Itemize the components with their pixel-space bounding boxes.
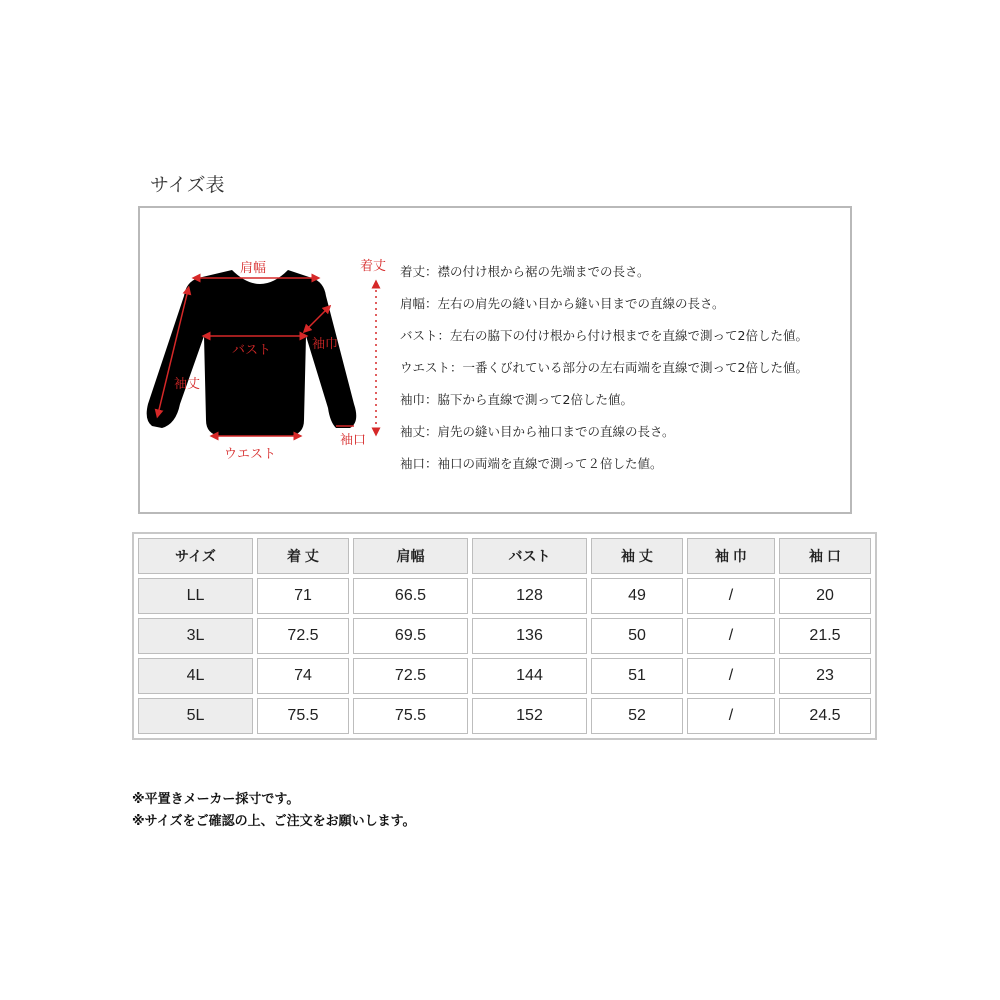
table-cell: 128: [472, 578, 587, 614]
table-cell: 74: [257, 658, 349, 694]
page-title: サイズ表: [150, 174, 225, 196]
table-cell: 72.5: [353, 658, 468, 694]
header-sleeve-width: 袖 巾: [687, 538, 775, 574]
definition-bust: バスト：左右の脇下の付け根から付け根までを直線で測って2倍した値。: [400, 328, 808, 343]
table-cell: /: [687, 698, 775, 734]
table-cell: /: [687, 578, 775, 614]
definition-waist: ウエスト：一番くびれている部分の左右両端を直線で測って2倍した値。: [400, 360, 808, 375]
waist-label: ウエスト: [224, 447, 277, 462]
table-cell: 50: [591, 618, 683, 654]
table-cell: 52: [591, 698, 683, 734]
cuff-label: 袖口: [340, 433, 367, 448]
table-cell: 75.5: [353, 698, 468, 734]
table-cell: 24.5: [779, 698, 871, 734]
definition-cuff: 袖口：袖口の両端を直線で測って２倍した値。: [400, 456, 663, 471]
table-cell: 21.5: [779, 618, 871, 654]
header-length: 着 丈: [257, 538, 349, 574]
table-header-row: [138, 538, 871, 574]
sweater-figure: [140, 208, 400, 508]
shoulder-label: 肩幅: [240, 261, 267, 276]
table-cell: /: [687, 618, 775, 654]
table-cell: LL: [138, 578, 253, 614]
table-cell: 5L: [138, 698, 253, 734]
table-cell: 69.5: [353, 618, 468, 654]
table-cell: 23: [779, 658, 871, 694]
definition-shoulder: 肩幅：左右の肩先の縫い目から縫い目までの直線の長さ。: [400, 296, 725, 311]
table-cell: 20: [779, 578, 871, 614]
definition-length: 着丈：襟の付け根から裾の先端までの長さ。: [400, 264, 650, 279]
size-table: [132, 532, 877, 740]
table-cell: 49: [591, 578, 683, 614]
definition-sleeve-length: 袖丈：肩先の縫い目から袖口までの直線の長さ。: [400, 424, 675, 439]
table-cell: 75.5: [257, 698, 349, 734]
table-cell: 136: [472, 618, 587, 654]
note-measurement: ※平置きメーカー採寸です。: [132, 792, 300, 807]
note-confirm-size: ※サイズをご確認の上、ご注文をお願いします。: [132, 814, 416, 829]
table-cell: 72.5: [257, 618, 349, 654]
header-cuff: 袖 口: [779, 538, 871, 574]
table-cell: 71: [257, 578, 349, 614]
header-size: サイズ: [138, 538, 253, 574]
table-row: [138, 658, 871, 694]
measurement-definitions: [400, 256, 850, 480]
table-row: [138, 618, 871, 654]
table-row: [138, 578, 871, 614]
table-cell: 152: [472, 698, 587, 734]
header-bust: バスト: [472, 538, 587, 574]
definition-sleeve-width: 袖巾：脇下から直線で測って2倍した値。: [400, 392, 633, 407]
table-cell: 66.5: [353, 578, 468, 614]
sleeve-length-label: 袖丈: [174, 377, 201, 392]
table-cell: 3L: [138, 618, 253, 654]
size-diagram-box: [138, 206, 852, 514]
table-cell: 51: [591, 658, 683, 694]
table-row: [138, 698, 871, 734]
table-cell: /: [687, 658, 775, 694]
notes: [132, 789, 416, 833]
bust-label: バスト: [232, 343, 272, 358]
length-label: 着丈: [360, 259, 387, 274]
table-cell: 4L: [138, 658, 253, 694]
header-sleeve-length: 袖 丈: [591, 538, 683, 574]
sleeve-width-label: 袖巾: [312, 337, 339, 352]
table-cell: 144: [472, 658, 587, 694]
header-shoulder: 肩幅: [353, 538, 468, 574]
